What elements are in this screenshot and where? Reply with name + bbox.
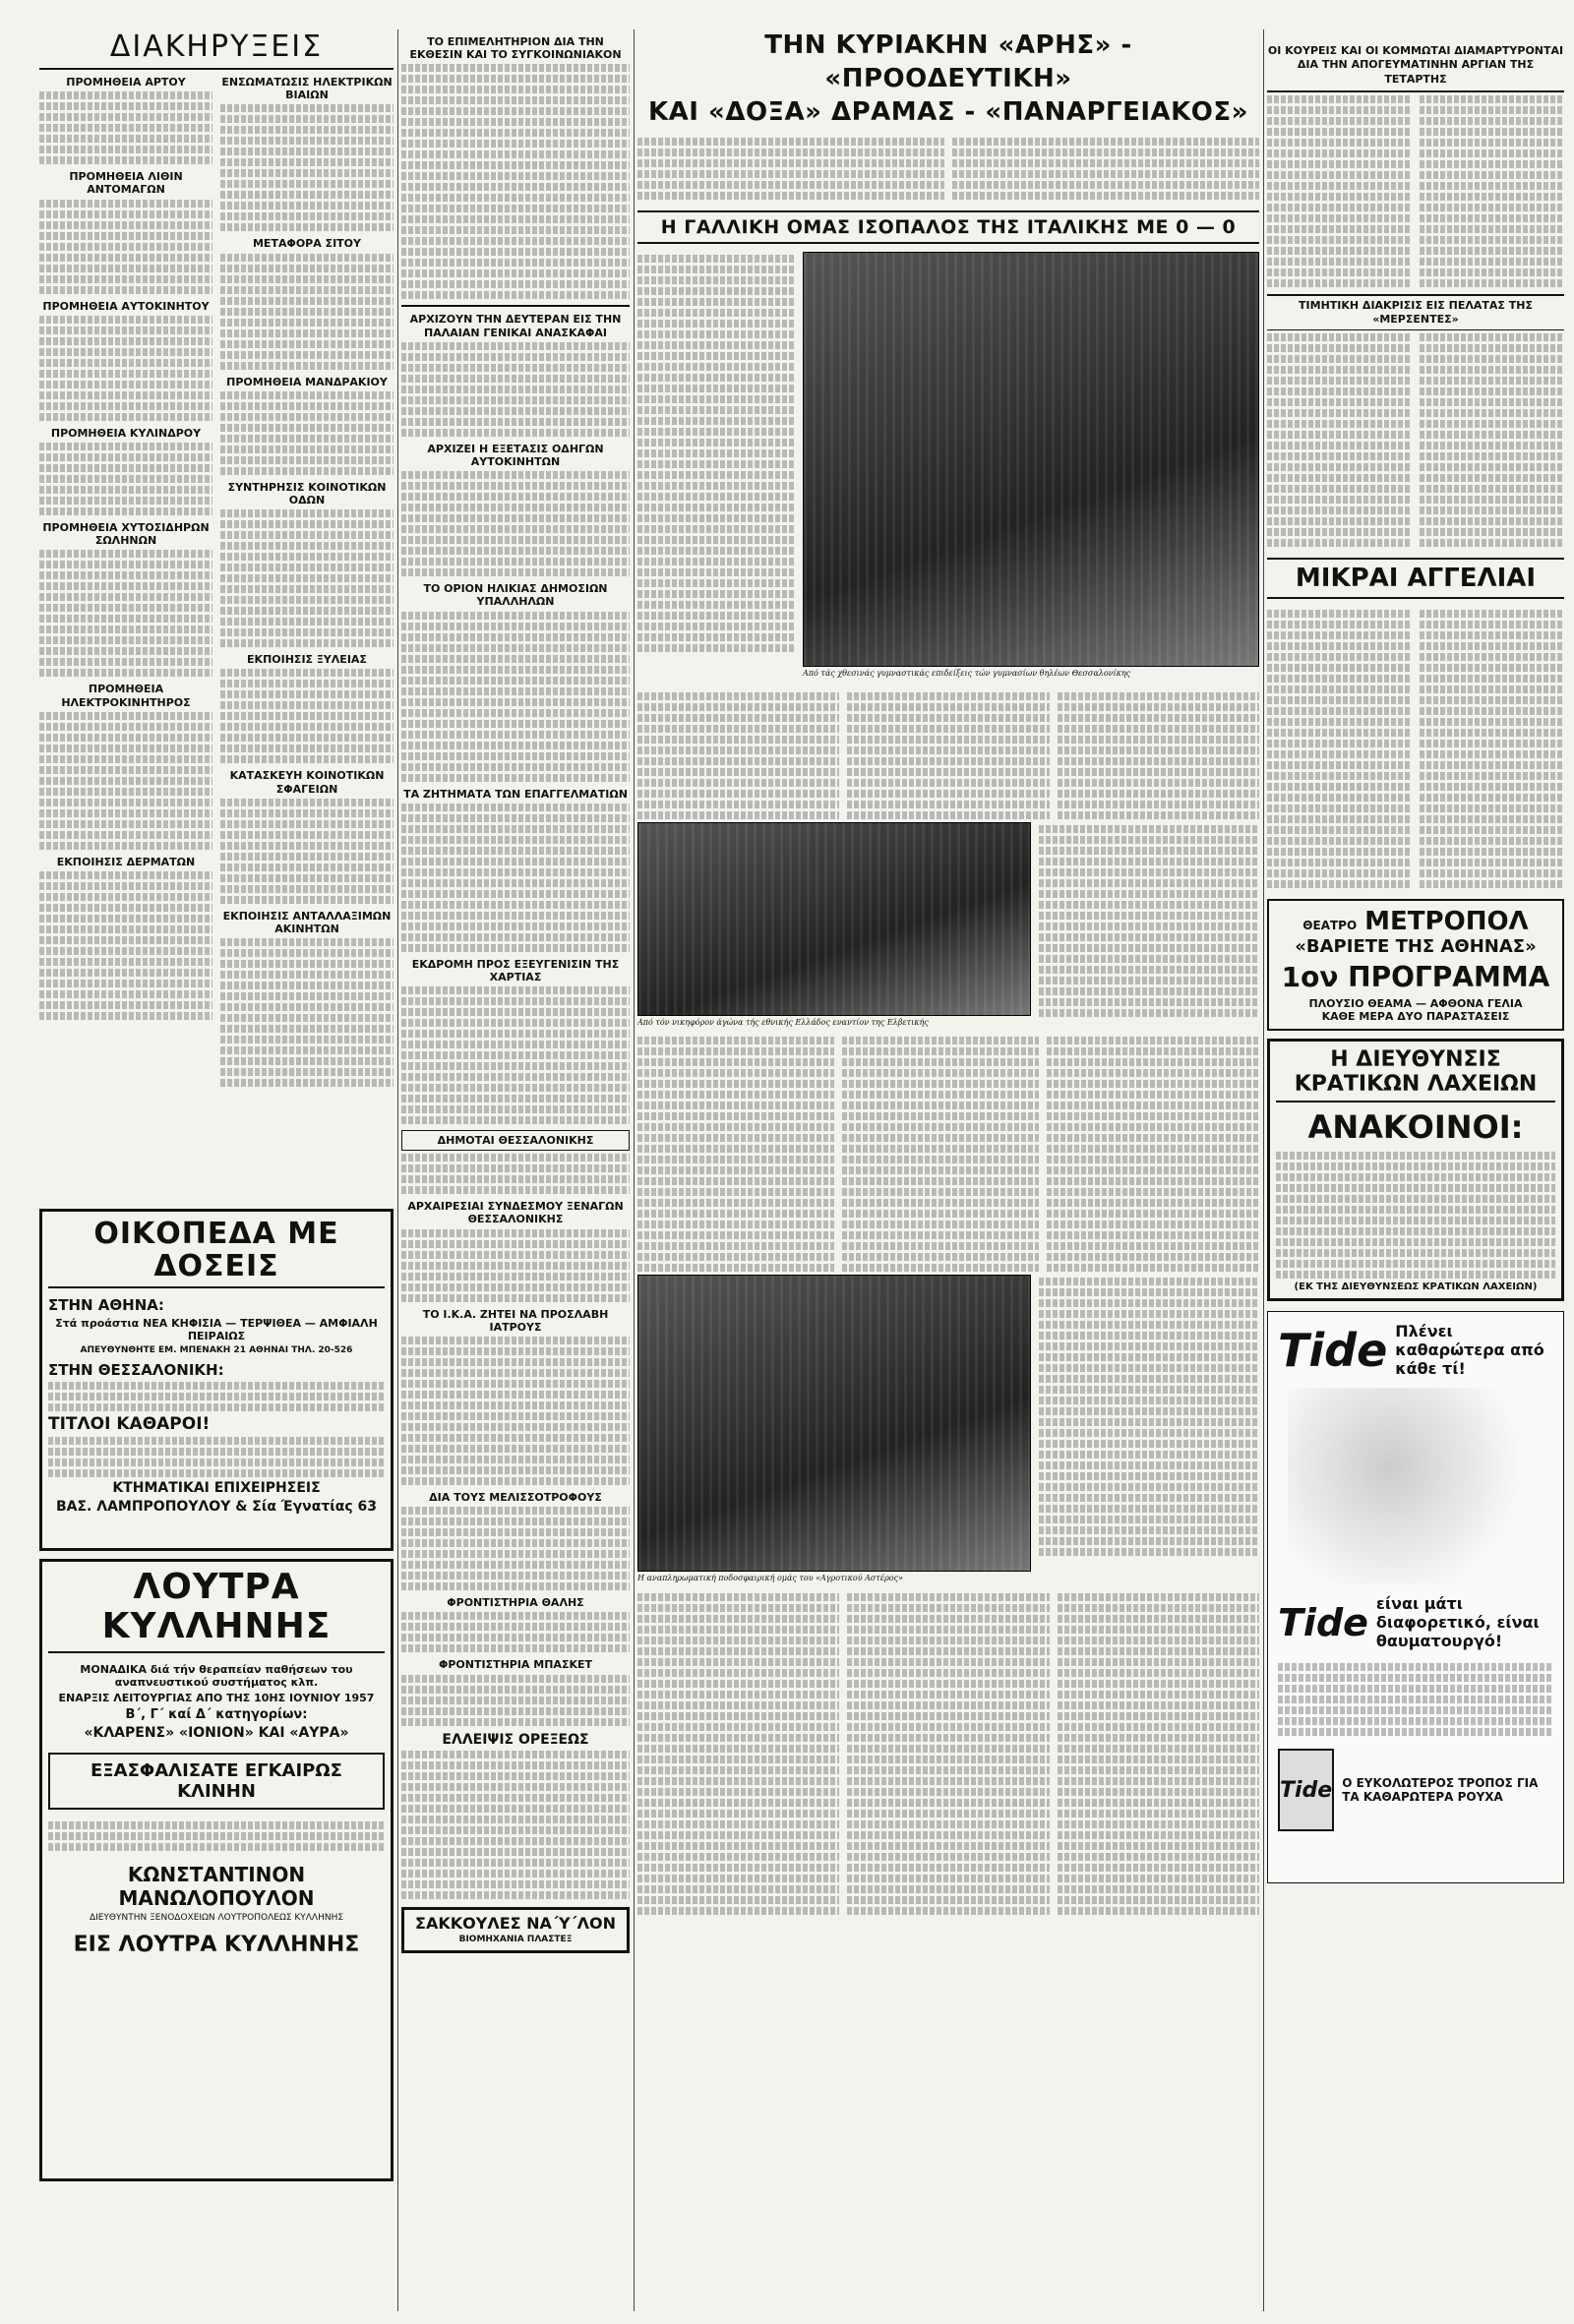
notice-heading: ΜΕΤΑΦΟΡΑ ΣΙΤΟΥ bbox=[252, 237, 361, 251]
theatre-show: ΠΛΟΥΣΙΟ ΘΕΑΜΑ — ΑΦΘΟΝΑ ΓΕΛΙΑ bbox=[1308, 997, 1523, 1011]
news-heading: ΑΡΧΙΖΟΥΝ ΤΗΝ ΔΕΥΤΕΡΑΝ ΕΙΣ ΤΗΝ ΠΑΛΑΙΑΝ ΓΕΝΙΚΑΙ ΑΝΑΣΚΑΦΑΙ bbox=[409, 313, 622, 339]
news-heading: ΔΗΜΟΤΑΙ ΘΕΣΣΑΛΟΝΙΚΗΣ bbox=[401, 1130, 630, 1151]
tide-illustration bbox=[1288, 1388, 1544, 1584]
notice-heading: ΠΡΟΜΗΘΕΙΑ ΗΛΕΚΤΡΟΚΙΝΗΤΗΡΟΣ bbox=[61, 683, 191, 709]
tide-box-label: Tide bbox=[1280, 1777, 1333, 1803]
ad-tide bbox=[1267, 1311, 1564, 1883]
lottery-subtitle: ΑΝΑΚΟΙΝΟΙ: bbox=[1307, 1108, 1524, 1147]
notice-heading: ΠΡΟΜΗΘΕΙΑ ΛΙΘΙΝ ΑΝΤΟΜΑΓΩΝ bbox=[69, 170, 183, 197]
notice-heading: ΣΥΝΤΗΡΗΣΙΣ ΚΟΙΝΟΤΙΚΩΝ ΟΔΩΝ bbox=[227, 480, 387, 507]
classifieds-title: ΜΙΚΡΑΙ ΑΓΓΕΛΙΑΙ bbox=[1267, 558, 1564, 599]
notice-heading: ΕΚΠΟΙΗΣΙΣ ΞΥΛΕΙΑΣ bbox=[247, 653, 367, 667]
ad-oikopeda-athens-places: Στά προάστια ΝΕΑ ΚΗΦΙΣΙΑ — ΤΕΡΨΙΘΕΑ — ΑΜΦΙΑΛΗ ΠΕΙΡΑΙΩΣ bbox=[55, 1317, 378, 1342]
mercedes-heading: ΤΙΜΗΤΙΚΗ ΔΙΑΚΡΙΣΙΣ ΕΙΣ ΠΕΛΑΤΑΣ ΤΗΣ «ΜΕΡΣΕΝΤΕΣ» bbox=[1267, 294, 1564, 331]
ad-loutra-place: ΕΙΣ ΛΟΥΤΡΑ ΚΥΛΛΗΝΗΣ bbox=[73, 1933, 360, 1958]
news-heading: ΤΟ ΟΡΙΟΝ ΗΛΙΚΙΑΣ ΔΗΜΟΣΙΩΝ ΥΠΑΛΛΗΛΩΝ bbox=[423, 582, 608, 609]
lottery-title: Η ΔΙΕΥΘΥΝΣΙΣ ΚΡΑΤΙΚΩΝ ΛΑΧΕΙΩΝ bbox=[1276, 1047, 1555, 1102]
news-heading: ΑΡΧΙΖΕΙ Η ΕΞΕΤΑΣΙΣ ΟΔΗΓΩΝ ΑΥΤΟΚΙΝΗΤΩΝ bbox=[427, 442, 604, 468]
ad-sakkoules-title: ΣΑΚΚΟΥΛΕΣ ΝΑ΄Υ΄ΛΟΝ bbox=[415, 1914, 616, 1934]
barbers-heading: ΟΙ ΚΟΥΡΕΙΣ ΚΑΙ ΟΙ ΚΟΜΜΩΤΑΙ ΔΙΑΜΑΡΤΥΡΟΝΤΑΙ ΔΙΑ ΤΗΝ ΑΠΟΓΕΥΜΑΤΙΝΗΝ ΑΡΓΙΑΝ ΤΗΣ ΤΕΤΑΡΤΗΣ bbox=[1267, 44, 1564, 92]
notice-heading: ΠΡΟΜΗΘΕΙΑ ΑΥΤΟΚΙΝΗΤΟΥ bbox=[42, 299, 210, 313]
sports-headline-1: ΤΗΝ ΚΥΡΙΑΚΗΝ «ΑΡΗΣ» - «ΠΡΟΟΔΕΥΤΙΚΗ» bbox=[764, 30, 1132, 93]
tide-box-icon bbox=[1278, 1749, 1334, 1831]
notice-heading: ΠΡΟΜΗΘΕΙΑ ΜΑΝΔΡΑΚΙΟΥ bbox=[226, 375, 388, 388]
news-heading: ΤΟ Ι.Κ.Α. ΖΗΤΕΙ ΝΑ ΠΡΟΣΛΑΒΗ ΙΑΤΡΟΥΣ bbox=[422, 1307, 609, 1334]
column-right bbox=[1267, 44, 1564, 1883]
tide-logo: Tide bbox=[1278, 1323, 1388, 1377]
ad-loutra-line2: ΕΝΑΡΞΙΣ ΛΕΙΤΟΥΡΓΙΑΣ ΑΠΟ ΤΗΣ 10ΗΣ ΙΟΥΝΙΟΥ 1957 bbox=[58, 1692, 375, 1705]
ad-oikopeda-address: ΑΠΕΥΘΥΝΘΗΤΕ ΕΜ. ΜΠΕΝΑΚΗ 21 ΑΘΗΝΑΙ ΤΗΛ. 20-526 bbox=[80, 1345, 353, 1355]
tide-footer: Ο ΕΥΚΟΛΩΤΕΡΟΣ ΤΡΟΠΟΣ ΓΙΑ ΤΑ ΚΑΘΑΡΩΤΕΡΑ ΡΟΥΧΑ bbox=[1342, 1776, 1539, 1805]
notice-heading: ΠΡΟΜΗΘΕΙΑ ΑΡΤΟΥ bbox=[66, 76, 186, 89]
ad-oikopeda-thess: ΣΤΗΝ ΘΕΣΣΑΛΟΝΙΚΗ: bbox=[48, 1361, 224, 1379]
theatre-variete: «ΒΑΡΙΕΤΕ ΤΗΣ ΑΘΗΝΑΣ» bbox=[1295, 936, 1537, 958]
notice-heading: ΠΡΟΜΗΘΕΙΑ ΧΥΤΟΣΙΔΗΡΩΝ ΣΩΛΗΝΩΝ bbox=[42, 520, 210, 548]
ad-oikopeda-company: ΚΤΗΜΑΤΙΚΑΙ ΕΠΙΧΕΙΡΗΣΕΙΣ bbox=[112, 1480, 321, 1496]
ad-loutra-line3: Β΄, Γ΄ καί Δ΄ κατηγορίων: bbox=[125, 1707, 308, 1723]
column-sports bbox=[637, 30, 1259, 1918]
ad-loutra-secure: ΕΞΑΣΦΑΛΙΣΑΤΕ ΕΓΚΑΙΡΩΣ ΚΛΙΝΗΝ bbox=[48, 1753, 385, 1810]
notice-heading: ΕΝΣΩΜΑΤΩΣΙΣ ΗΛΕΚΤΡΙΚΩΝ ΒΙΑΙΩΝ bbox=[221, 76, 393, 102]
caption-football-team: Η αναπληρωματική ποδοσφαιρική ομάς του «Αγροτικού Αστέρος» bbox=[637, 1574, 903, 1583]
ad-oikopeda-company-addr: ΒΑΣ. ΛΑΜΠΡΟΠΟΥΛΟΥ & Σία Έγνατίας 63 bbox=[55, 1499, 378, 1515]
ad-loutra-line1: ΜΟΝΑΔΙΚΑ διά τήν θεραπείαν παθήσεων του αναπνευστικού συστήματος κλπ. bbox=[80, 1663, 353, 1690]
ad-loutra bbox=[39, 1559, 394, 2181]
news-heading: ΕΛΛΕΙΨΙΣ ΟΡΕΞΕΩΣ bbox=[442, 1731, 589, 1748]
ad-oikopeda-athens: ΣΤΗΝ ΑΘΗΝΑ: bbox=[48, 1296, 164, 1314]
ad-loutra-hotels: «ΚΛΑΡΕΝΣ» «ΙΟΝΙΟΝ» ΚΑΙ «ΑΥΡΑ» bbox=[84, 1725, 349, 1742]
news-heading: ΦΡΟΝΤΙΣΤΗΡΙΑ ΜΠΑΣΚΕΤ bbox=[438, 1658, 592, 1672]
lottery-footer: (ΕΚ ΤΗΣ ΔΙΕΥΘΥΝΣΕΩΣ ΚΡΑΤΙΚΩΝ ΛΑΧΕΙΩΝ) bbox=[1294, 1281, 1538, 1293]
theatre-daily: ΚΑΘΕ ΜΕΡΑ ΔΥΟ ΠΑΡΑΣΤΑΣΕΙΣ bbox=[1321, 1010, 1510, 1024]
sports-banner: Η ΓΑΛΛΙΚΗ ΟΜΑΣ ΙΣΟΠΑΛΟΣ ΤΗΣ ΙΤΑΛΙΚΗΣ ΜΕ 0 — 0 bbox=[637, 210, 1259, 244]
theatre-programme: 1ον ΠΡΟΓΡΑΜΜΑ bbox=[1281, 961, 1550, 994]
ad-loutra-title: ΛΟΥΤΡΑ ΚΥΛΛΗΝΗΣ bbox=[48, 1568, 385, 1653]
tide-slogan-2: είναι μάτι διαφορετικό, είναι θαυματουργό! bbox=[1375, 1594, 1540, 1651]
ad-state-lottery bbox=[1267, 1039, 1564, 1301]
ad-loutra-contact-role: ΔΙΕΥΘΥΝΤΗΝ ΞΕΝΟΔΟΧΕΙΩΝ ΛΟΥΤΡΟΠΟΛΕΩΣ ΚΥΛΛΗΝΗΣ bbox=[89, 1913, 344, 1924]
sports-text-column bbox=[637, 252, 795, 685]
theatre-name: ΜΕΤΡΟΠΟΛ bbox=[1364, 907, 1529, 937]
news-heading: ΕΚΔΡΟΜΗ ΠΡΟΣ ΕΞΕΥΓΕΝΙΣΙΝ ΤΗΣ ΧΑΡΤΙΑΣ bbox=[411, 957, 620, 983]
ad-oikopeda-title: ΟΙΚΟΠΕΔΑ ΜΕ ΔΟΣΕΙΣ bbox=[48, 1218, 385, 1288]
news-heading: ΑΡΧΑΙΡΕΣΙΑΙ ΣΥΝΔΕΣΜΟΥ ΞΕΝΑΓΩΝ ΘΕΣΣΑΛΟΝΙΚΗΣ bbox=[407, 1200, 624, 1226]
news-heading: ΤΟ ΕΠΙΜΕΛΗΤΗΡΙΟΝ ΔΙΑ ΤΗΝ ΕΚΘΕΣΙΝ ΚΑΙ ΤΟ ΣΥΓΚΟΙΝΩΝΙΑΚΟΝ bbox=[409, 35, 622, 62]
news-heading: ΔΙΑ ΤΟΥΣ ΜΕΛΙΣΣΟΤΡΟΦΟΥΣ bbox=[429, 1491, 602, 1504]
notice-heading: ΠΡΟΜΗΘΕΙΑ ΚΥΛΙΝΔΡΟΥ bbox=[50, 426, 202, 440]
ad-sakkoules bbox=[401, 1907, 630, 1953]
photo-gymnastics bbox=[803, 252, 1259, 667]
announcements-right bbox=[220, 70, 394, 1201]
ad-sakkoules-sub: ΒΙΟΜΗΧΑΝΙΑ ΠΛΑΣΤΕΞ bbox=[458, 1935, 573, 1945]
tide-slogan-1: Πλένει καθαρώτερα από κάθε τί! bbox=[1395, 1322, 1544, 1379]
announcements-left bbox=[39, 70, 212, 1201]
announcements-title: ΔΙΑΚΗΡΥΞΕΙΣ bbox=[39, 30, 394, 70]
ad-loutra-contact: ΚΩΝΣΤΑΝΤΙΝΟΝ ΜΑΝΩΛΟΠΟΥΛΟΝ bbox=[118, 1863, 315, 1911]
photo-football-team bbox=[637, 1275, 1031, 1572]
ad-oikopeda bbox=[39, 1209, 394, 1551]
notice-heading: ΕΚΠΟΙΗΣΙΣ ΔΕΡΜΑΤΩΝ bbox=[56, 855, 196, 868]
caption-gymnastics: Από τάς χθεσινάς γυμναστικάς επιδείξεις τών γυμνασίων θηλέων Θεσσαλονίκης bbox=[803, 669, 1131, 679]
news-heading: ΤΑ ΖΗΤΗΜΑΤΑ ΤΩΝ ΕΠΑΓΓΕΛΜΑΤΙΩΝ bbox=[403, 787, 628, 801]
ad-oikopeda-titles: ΤΙΤΛΟΙ ΚΑΘΑΡΟΙ! bbox=[48, 1414, 211, 1434]
notice-heading: ΕΚΠΟΙΗΣΙΣ ΑΝΤΑΛΛΑΞΙΜΩΝ ΑΚΙΝΗΤΩΝ bbox=[222, 909, 392, 935]
tide-logo-2: Tide bbox=[1278, 1600, 1368, 1644]
news-heading: ΦΡΟΝΤΙΣΤΗΡΙΑ ΘΑΛΗΣ bbox=[447, 1596, 584, 1610]
sports-headline-2: ΚΑΙ «ΔΟΞΑ» ΔΡΑΜΑΣ - «ΠΑΝΑΡΓΕΙΑΚΟΣ» bbox=[648, 96, 1248, 127]
caption-football-match: Από τόν νικηφόρον άγώνα τής εθνικής Ελλάδος εναντίον της Ελβετικής bbox=[637, 1017, 929, 1027]
notice-heading: ΚΑΤΑΣΚΕΥΗ ΚΟΙΝΟΤΙΚΩΝ ΣΦΑΓΕΙΩΝ bbox=[229, 769, 385, 796]
theatre-word: ΘΕΑΤΡΟ bbox=[1302, 919, 1358, 933]
column-announcements bbox=[39, 30, 394, 2189]
photo-football-match bbox=[637, 822, 1031, 1016]
ad-theatre-metropol bbox=[1267, 899, 1564, 1031]
column-local-news bbox=[401, 30, 630, 1961]
